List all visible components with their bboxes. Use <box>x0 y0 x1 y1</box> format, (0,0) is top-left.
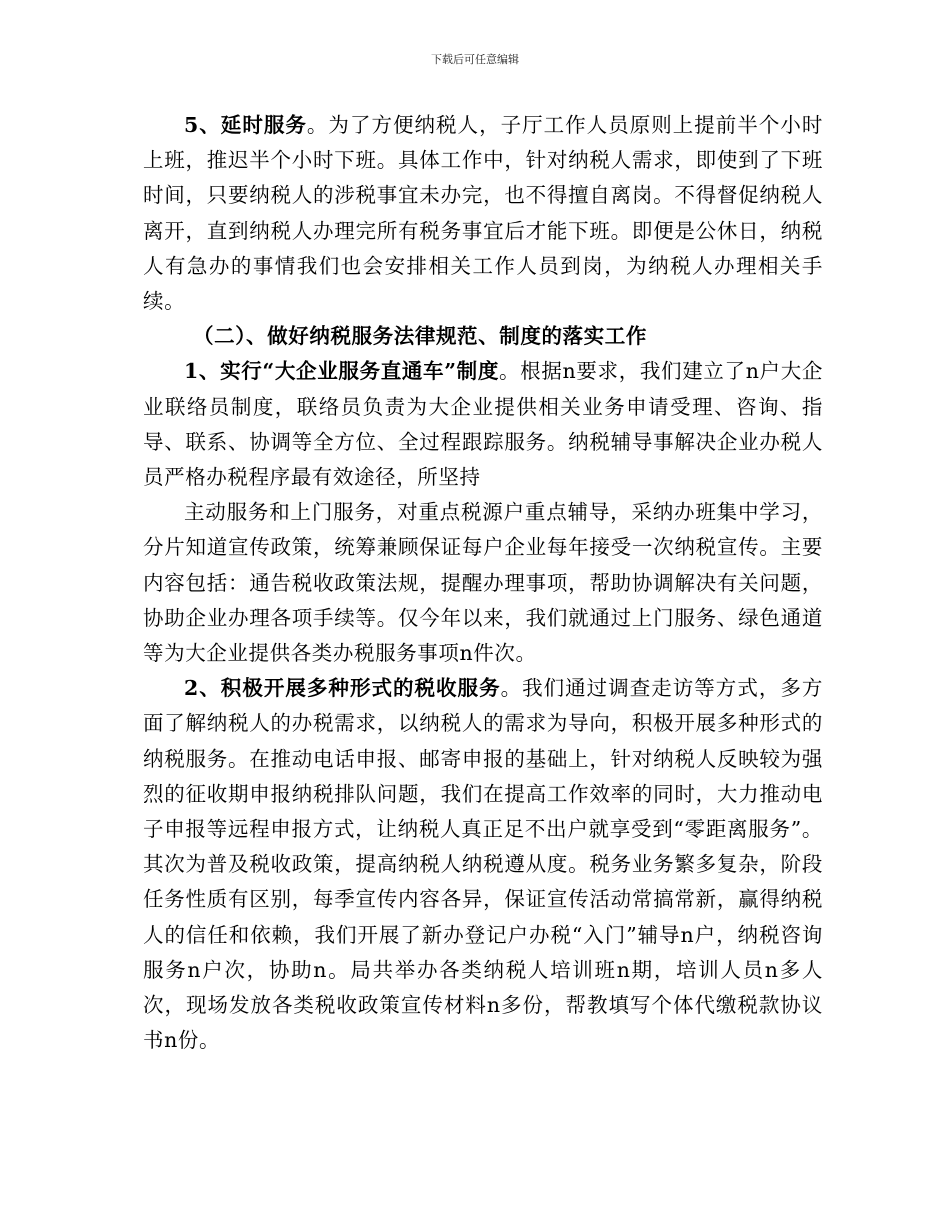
paragraph-lead: 2、积极开展多种形式的税收服务 <box>184 676 501 701</box>
paragraph-text: 。为了方便纳税人，子厅工作人员原则上提前半个小时上班，推迟半个小时下班。具体工作中，针对纳税人需求，即使到了下班时间，只要纳税人的涉税事宜未办完，也不得擅自离岗。不得督促纳税人离开，直到纳税人办理完所有税务事宜后才能下班。即便是公休日，纳税人有急办的事情我们也会安排相关工作人员到岗，为纳税人办理相关手续。 <box>143 113 823 314</box>
paragraph-text: 。根据n要求，我们建立了n户大企业联络员制度，联络员负责为大企业提供相关业务申请受理、咨询、指导、联系、协调等全方位、全过程跟踪服务。纳税辅导事解决企业办税人员严格办税程序最有效途径，所坚持 <box>143 359 823 490</box>
page-header-note: 下载后可任意编辑 <box>431 53 519 66</box>
paragraph-text: 。我们通过调查走访等方式，多方面了解纳税人的办税需求，以纳税人的需求为导向，积极开展多种形式的纳税服务。在推动电话申报、邮寄申报的基础上，针对纳税人反映较为强烈的征收期申报纳税排队问题，我们在提高工作效率的同时，大力推动电子申报等远程申报方式，让纳税人真正足不出户就享受到“零距离服务”。其次为普及税收政策，提高纳税人纳税遵从度。税务业务繁多复杂，阶段任务性质有区别，每季宣传内容各异，保证宣传活动常搞常新，赢得纳税人的信任和依赖，我们开展了新办登记户办税“入门”辅导n户，纳税咨询服务n户次，协助n。局共举办各类纳税人培训班n期，培训人员n多人次，现场发放各类税收政策宣传材料n多份，帮教填写个体代缴税款协议书n份。 <box>143 676 823 1053</box>
document-body <box>143 108 823 1058</box>
section-heading: （二）、做好纳税服务法律规范、制度的落实工作 <box>193 324 647 349</box>
paragraph-diverse-service <box>143 671 823 1058</box>
paragraph-lead: 1、实行“大企业服务直通车”制度 <box>184 359 499 384</box>
paragraph-lead: 5、延时服务 <box>184 113 307 137</box>
paragraph-proactive-service: 主动服务和上门服务，对重点税源户重点辅导，采纳办班集中学习，分片知道宣传政策，统筹兼顾保证每户企业每年接受一次纳税宣传。主要内容包括：通告税收政策法规，提醒办理事项，帮助协调解决有关问题，协助企业办理各项手续等。仅今年以来，我们就通过上门服务、绿色通道等为大企业提供各类办税服务事项n件次。 <box>143 500 823 666</box>
paragraph-enterprise-service <box>143 354 823 495</box>
paragraph-delayed-service <box>143 108 823 319</box>
